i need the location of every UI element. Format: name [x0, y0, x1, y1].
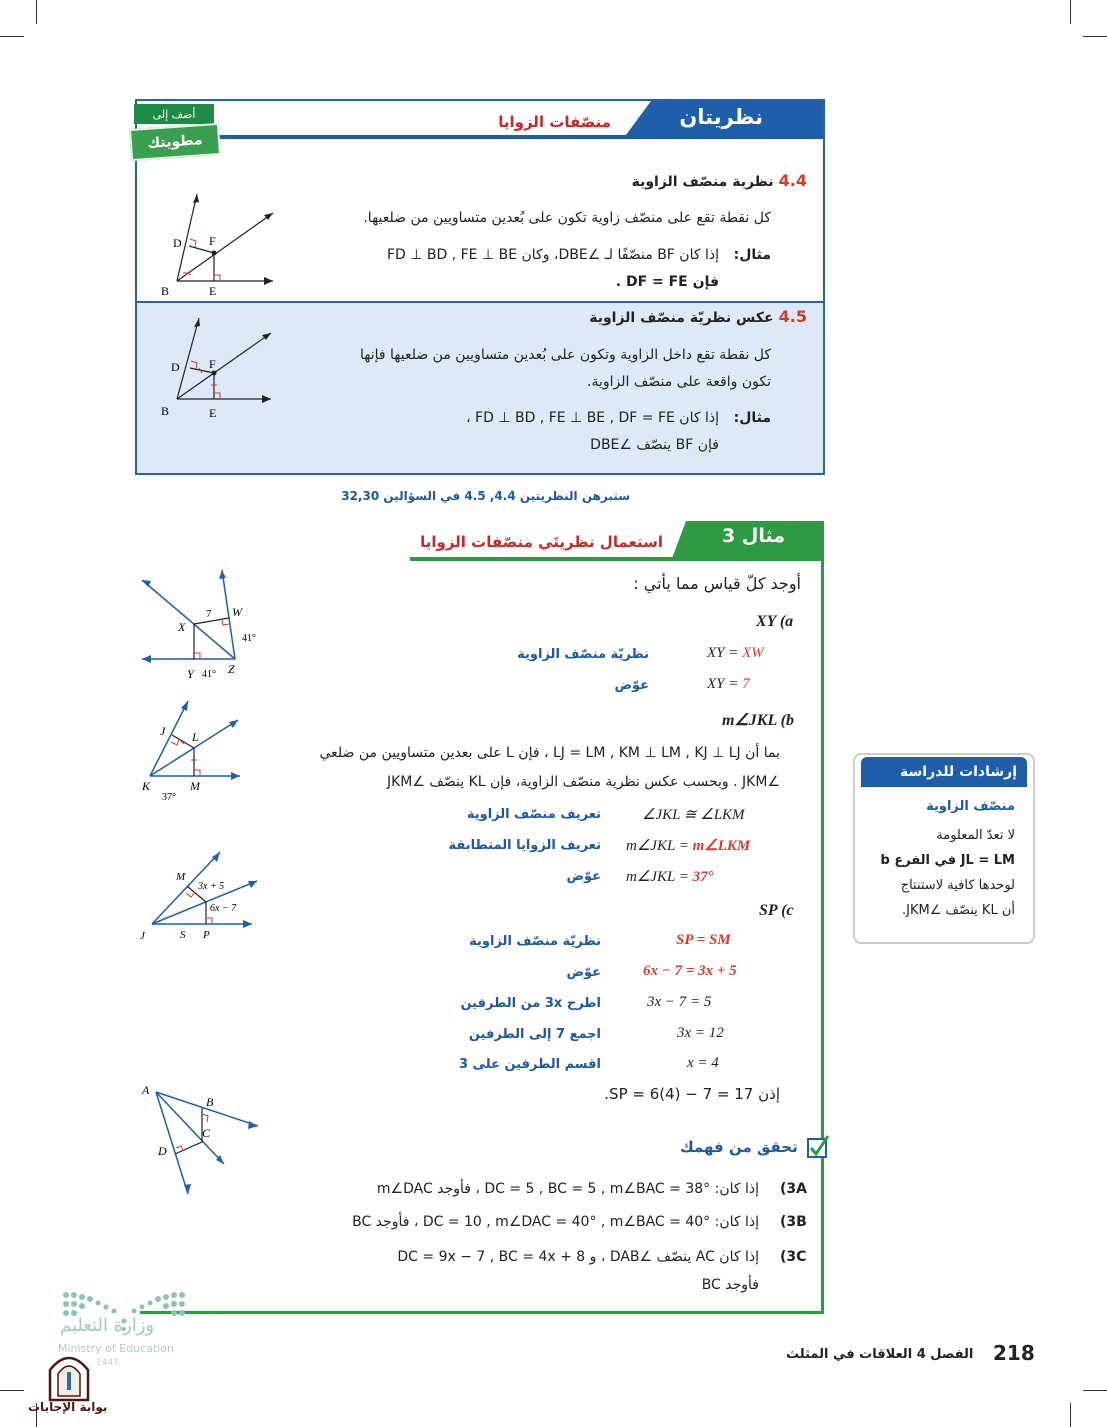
study-tips-subtitle: منصّف الزاوية — [926, 799, 1015, 814]
svg-text:41°: 41° — [202, 669, 216, 680]
part-a-reason1: نظريّة منصّف الزاوية — [517, 647, 649, 662]
part-c-reason3: اطرح 3x من الطرفين — [460, 996, 601, 1011]
q3B-label: (3B — [780, 1214, 807, 1230]
figure-check — [140, 1080, 270, 1200]
crop-mark — [1070, 0, 1071, 24]
theorem-4-4-figure — [157, 189, 297, 299]
theorem-4-5-statement-1: كل نقطة تقع داخل الزاوية وتكون على بُعدين متساويين من ضلعيها فإنها — [359, 347, 771, 363]
svg-text:K: K — [142, 779, 151, 793]
ministry-name: وزارة التعليم — [60, 1315, 155, 1336]
label-B: B — [161, 284, 170, 298]
reference-note: ستبرهن النظريتين 4.4, 4.5 في السؤالين 32,30 — [341, 489, 630, 503]
part-c-label: SP (c — [759, 902, 794, 919]
svg-text:A: A — [142, 1083, 150, 1097]
svg-text:Y: Y — [187, 667, 194, 681]
q3C-label: (3C — [780, 1249, 807, 1265]
part-c-reason5: اقسم الطرفين على 3 — [459, 1057, 601, 1072]
svg-text:S: S — [180, 929, 186, 941]
label-D: D — [173, 236, 182, 250]
part-b-label: m∠JKL (b — [722, 712, 794, 729]
part-b-reason1: تعريف منصّف الزاوية — [466, 807, 601, 822]
svg-text:L: L — [192, 730, 199, 744]
q3A-label: (3A — [780, 1181, 807, 1197]
q3C-text-1: إذا كان AC ينصّف ∠DAB ، و DC = 9x − 7 , BC = 4x + 8 — [397, 1249, 759, 1265]
theorem-4-5-example-line2: فإن BF ينصّف ∠DBE — [590, 437, 719, 453]
crop-mark — [1083, 1390, 1107, 1391]
svg-text:M: M — [176, 871, 186, 883]
example-label: مثال: — [733, 247, 771, 263]
part-b-reason3: عوّض — [566, 869, 601, 884]
example-label: مثال: — [733, 410, 771, 426]
study-tips — [853, 753, 1035, 944]
chapter-title: الفصل 4 العلاقات في المثلث — [786, 1347, 974, 1362]
theorem-4-4-heading — [632, 171, 807, 190]
svg-text:Z: Z — [228, 662, 235, 676]
svg-text:D: D — [158, 1144, 167, 1158]
portal-logo-icon — [46, 1350, 92, 1402]
label-F: F — [209, 357, 216, 371]
part-c-reason2: عوّض — [566, 965, 601, 980]
part-a-reason2: عوّض — [614, 678, 649, 693]
svg-text:6x − 7: 6x − 7 — [210, 903, 237, 914]
svg-text:7: 7 — [206, 608, 212, 620]
page-number: 218 — [993, 1341, 1035, 1365]
theorem-name: عكس نظريّة منصّف الزاوية — [589, 310, 774, 326]
theorem-4-5-example-line1: إذا كان FD ⊥ BD , FE ⊥ BE , DF = FE ، — [466, 410, 719, 426]
q3B-text: إذا كان: DC = 10 , m∠DAC = 40° , m∠BAC = 40° ، فأوجد BC — [352, 1214, 759, 1230]
figure-c — [140, 845, 270, 945]
part-c-step2: 6x − 7 = 3x + 5 — [643, 963, 737, 979]
ministry-name-en: Ministry of Education — [58, 1342, 175, 1355]
crop-mark — [1083, 36, 1107, 37]
q3C-text-2: فأوجد BC — [701, 1277, 759, 1293]
theorem-4-4-example-line1: إذا كان BF منصّفًا لـ ∠DBE، وكان FD ⊥ BD , FE ⊥ BE — [386, 247, 719, 263]
theorem-number: 4.5 — [778, 307, 807, 326]
theorem-4-5-heading — [589, 307, 807, 326]
part-b-text2: ∠JKM . وبحسب عكس نظرية منصّف الزاوية، فإن KL ينصّف ∠JKM — [386, 774, 780, 790]
theorems-box — [135, 99, 825, 475]
svg-text:M: M — [190, 779, 200, 793]
foldable-tag — [130, 104, 220, 158]
theorem-4-5-figure — [157, 313, 297, 423]
svg-text:J: J — [140, 930, 145, 942]
example-title: مثال 3 — [722, 525, 785, 547]
figure-b — [140, 698, 250, 808]
q3A-text: إذا كان: DC = 5 , BC = 5 , m∠BAC = 38° ، فأوجد m∠DAC — [376, 1181, 759, 1197]
svg-text:W: W — [232, 605, 242, 619]
example-prompt: أوجد كلّ قياس مما يأتي : — [633, 574, 801, 593]
portal-name: بوابة الإجابات — [28, 1400, 108, 1414]
theorem-4-4-statement: كل نقطة تقع على منصّف زاوية تكون على بُعدين متساويين من ضلعيها. — [363, 210, 771, 226]
part-b-text1: بما أن LJ = LM , KM ⊥ LM , KJ ⊥ LJ ، فإن L على بعدين متساويين من ضلعي — [319, 745, 780, 761]
foldable-top: أضف إلى — [134, 104, 214, 124]
label-D: D — [171, 360, 180, 374]
svg-text:B: B — [206, 1095, 214, 1109]
crop-mark — [0, 1390, 24, 1391]
theorem-4-4-example-line2: فإن DF = FE . — [615, 274, 719, 290]
label-B: B — [161, 404, 170, 418]
part-a-label: XY (a — [756, 613, 794, 630]
svg-text:J: J — [160, 724, 166, 738]
part-c-step4: 3x = 12 — [677, 1025, 724, 1041]
svg-text:37°: 37° — [162, 792, 176, 803]
theorems-subtitle: منصّفات الزوايا — [498, 113, 611, 131]
ministry-year: 1447 — [96, 1358, 119, 1368]
part-c-step5: x = 4 — [687, 1055, 719, 1071]
part-a-step1: XY = XW — [707, 645, 764, 661]
part-c-reason4: اجمع 7 إلى الطرفين — [468, 1027, 601, 1042]
svg-text:C: C — [202, 1126, 211, 1140]
part-b-step1: ∠JKL ≅ ∠LKM — [642, 807, 745, 823]
theorem-name: نظرية منصّف الزاوية — [631, 174, 774, 190]
part-c-step1: SP = SM — [676, 932, 731, 948]
checkmark-icon — [806, 1135, 830, 1159]
figure-a — [140, 565, 270, 685]
theorem-4-5-statement-2: تكون واقعة على منصّف الزاوية. — [587, 374, 771, 390]
part-c-conclusion: إذن SP = 6(4) − 7 = 17. — [604, 1085, 780, 1103]
study-tips-header: إرشادات للدراسة — [861, 757, 1027, 787]
part-a-step2: XY = 7 — [707, 676, 750, 692]
svg-text:3x + 5: 3x + 5 — [198, 881, 225, 892]
crop-mark — [1070, 1403, 1071, 1427]
crop-mark — [0, 36, 24, 37]
part-b-step2: m∠JKL = m∠LKM — [626, 838, 751, 854]
theorem-number: 4.4 — [778, 171, 807, 190]
crop-mark — [36, 0, 37, 24]
part-c-step3: 3x − 7 = 5 — [647, 994, 712, 1010]
part-b-reason2: تعريف الزوايا المتطابقة — [448, 838, 601, 853]
study-tips-text: لا تعدّ المعلومة JL = LM في الفرع b لوحدها كافية لاستنتاج أن KL ينصّف ∠JKM. — [880, 828, 1015, 918]
foldable-label: مطويتك — [129, 123, 221, 161]
svg-text:P: P — [203, 929, 210, 941]
label-F: F — [209, 234, 216, 248]
check-title: تحقق من فهمك — [680, 1138, 798, 1156]
svg-text:X: X — [178, 620, 186, 634]
theorems-title: نظريتان — [679, 105, 763, 129]
example-subtitle: استعمال نظريتَي منصّفات الزوايا — [420, 533, 663, 551]
label-E: E — [209, 284, 217, 298]
part-b-step3: m∠JKL = 37° — [626, 869, 714, 885]
label-E: E — [209, 406, 217, 420]
part-c-reason1: نظريّة منصّف الزاوية — [469, 934, 601, 949]
svg-text:41°: 41° — [242, 633, 256, 644]
